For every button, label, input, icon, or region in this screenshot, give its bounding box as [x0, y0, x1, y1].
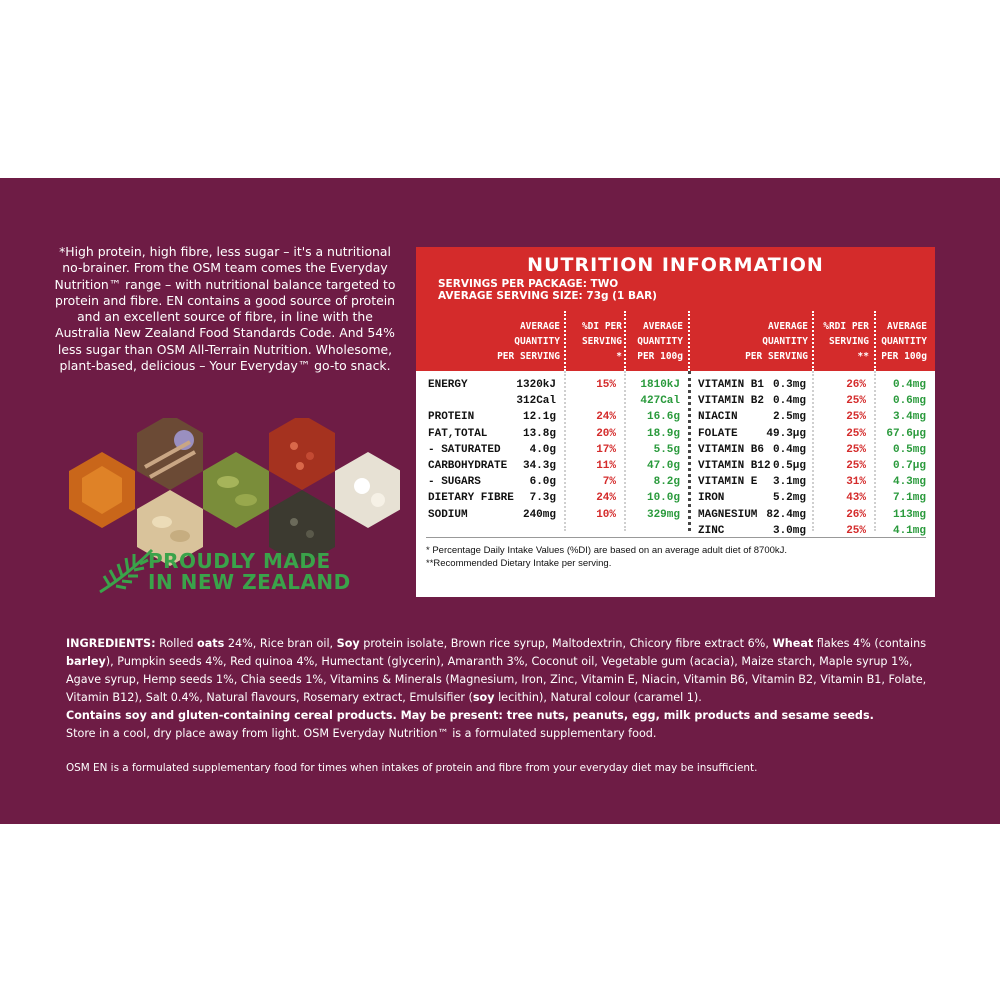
nutrient-serving: 12.1g: [522, 411, 556, 424]
nutrient-di: 24%: [596, 411, 616, 424]
servings-per-package: SERVINGS PER PACKAGE: TWO: [438, 278, 619, 290]
intro-text: *High protein, high fibre, less sugar – it's a nutritional no-brainer. From the OSM team comes the Everyday Nutrition™ range – with nutritional balance targeted to protein and fibre. EN contains a good source of protein and an excellent source of fibre, in line with the Australia New Zealand Food Standards Code. And 54% less sugar than OSM All-Terrain Nutrition. Wholesome, plant-based, delicious – Your Everyday™ go-to snack.: [54, 244, 396, 374]
package-panel: [0, 178, 1000, 824]
nutrient-rdi: 31%: [846, 476, 866, 489]
nutrient-per-100g: 8.2g: [653, 476, 680, 489]
nutrient-serving: 3.1mg: [772, 476, 806, 489]
nutrient-per-100g: 4.3mg: [892, 476, 926, 489]
nip-serving-info: [438, 278, 657, 302]
nutrient-serving: 34.3g: [522, 460, 556, 472]
nutrient-rdi: 25%: [846, 524, 866, 537]
honey-hexagon: [69, 452, 135, 528]
nutrient-serving: 7.3g: [529, 492, 556, 505]
nutrient-name: DIETARY FIBRE: [428, 492, 514, 505]
nip-footnotes: [426, 537, 926, 570]
nutrient-name: SODIUM: [428, 508, 468, 521]
footnote-rdi: **Recommended Dietary Intake per serving.: [426, 558, 612, 569]
nip-column-headers: [416, 311, 935, 371]
fern-icon: [96, 546, 156, 596]
nutrient-name: VITAMIN B1: [698, 379, 765, 391]
nutrient-serving: 0.3mg: [772, 379, 806, 391]
coconut-hexagon: [335, 452, 400, 528]
nutrient-name: IRON: [698, 492, 725, 505]
nutrient-rdi: 25%: [846, 427, 866, 440]
nutrient-name: VITAMIN E: [698, 476, 758, 489]
nutrient-di: 24%: [596, 492, 616, 505]
nutrient-di: 11%: [596, 460, 616, 472]
nutrient-name: - SUGARS: [428, 476, 481, 489]
nutrient-per-100g: 7.1mg: [892, 492, 926, 505]
nutrient-rdi: 25%: [846, 411, 866, 424]
nutrient-serving: 240mg: [522, 508, 556, 521]
nutrient-rdi: 25%: [846, 443, 866, 456]
nutrient-serving: 4.0g: [529, 443, 556, 456]
nutrient-per-100g: 113mg: [892, 508, 926, 521]
nutrient-name: VITAMIN B12: [698, 460, 771, 472]
nutrient-serving: 1320kJ: [516, 379, 556, 391]
made-in-nz-badge: [96, 546, 376, 596]
nutrient-per-100g: 1810kJ: [640, 379, 680, 391]
col-avg-serving: AVERAGE QUANTITY PER SERVING: [497, 321, 560, 362]
nip-title: NUTRITION INFORMATION: [527, 254, 824, 276]
col-avg-100g-2: AVERAGE QUANTITY PER 100g: [881, 321, 927, 362]
nutrient-rdi: 43%: [846, 492, 866, 505]
nutrient-serving: 0.5µg: [772, 460, 806, 472]
nutrient-per-100g: 4.1mg: [892, 524, 926, 537]
nutrient-per-100g: 16.6g: [646, 411, 680, 424]
nutrient-name: VITAMIN B6: [698, 443, 765, 456]
nutrient-per-100g: 329mg: [646, 508, 680, 521]
nutrient-per-100g: 47.0g: [646, 460, 680, 472]
nutrient-serving: 13.8g: [522, 427, 556, 440]
nutrient-per-100g: 5.5g: [653, 443, 680, 456]
nip-header: [416, 247, 935, 311]
nutrient-serving: 82.4mg: [766, 508, 806, 521]
nutrient-serving: 0.4mg: [772, 443, 806, 456]
nutrient-name: NIACIN: [698, 411, 738, 424]
nutrient-per-100g: 18.9g: [646, 427, 680, 440]
ingredients-list: INGREDIENTS: Rolled oats 24%, Rice bran oil, Soy protein isolate, Brown rice syrup, Maltodextrin, Chicory fibre extract 6%, Wheat flakes 4% (contains barley), Pumpkin seeds 4%, Red quinoa 4%, Humectant (glycerin), Amaranth 3%, Coconut oil, Vegetable gum (acacia), Maize starch, Maple syrup 1%, Agave syrup, Hemp seeds 1%, Chia seeds 1%, Vitamins & Minerals (Magnesium, Iron, Zinc, Vitamin E, Niacin, Vitamin B6, Vitamin B2, Vitamin B1, Folate, Vitamin B12), Salt 0.4%, Natural flavours, Rosemary extract, Emulsifier (soy lecithin), Natural colour (caramel 1).: [66, 637, 927, 704]
nutrient-per-100g: 0.4mg: [892, 379, 926, 391]
nutrient-name: MAGNESIUM: [698, 508, 758, 521]
nutrient-per-100g: 0.6mg: [892, 395, 926, 408]
col-avg-serving-2: AVERAGE QUANTITY PER SERVING: [745, 321, 808, 362]
nutrient-rdi: 25%: [846, 395, 866, 408]
nutrient-per-100g: 10.0g: [646, 492, 680, 505]
nutrition-information-panel: [416, 247, 935, 597]
nutrient-name: VITAMIN B2: [698, 395, 765, 408]
nutrient-per-100g: 67.6µg: [886, 427, 926, 440]
nutrient-di: 17%: [596, 443, 616, 456]
nutrient-di: 15%: [596, 379, 616, 391]
nutrient-serving: 0.4mg: [772, 395, 806, 408]
badge-line-2: IN NEW ZEALAND: [148, 570, 351, 594]
footer-note: OSM EN is a formulated supplementary food for times when intakes of protein and fibre from your everyday diet may be insufficient.: [66, 762, 758, 774]
nutrient-name: FAT,TOTAL: [428, 427, 488, 440]
nutrient-name: CARBOHYDRATE: [428, 460, 508, 472]
nutrient-di: 20%: [596, 427, 616, 440]
nutrient-serving: 6.0g: [529, 476, 556, 489]
footnote-di: * Percentage Daily Intake Values (%DI) are based on an average adult diet of 8700kJ.: [426, 545, 788, 556]
nutrient-di: 10%: [596, 508, 616, 521]
red-quinoa-hexagon: [269, 418, 335, 490]
nutrient-di: 7%: [602, 476, 616, 489]
nutrient-name: - SATURATED: [428, 443, 501, 456]
nutrient-serving: 49.3µg: [766, 427, 806, 440]
nutrient-serving: 3.0mg: [772, 524, 806, 537]
nutrient-rdi: 26%: [846, 379, 866, 391]
nutrient-name: FOLATE: [698, 427, 738, 440]
nutrient-per-100g: 0.5mg: [892, 443, 926, 456]
nutrient-per-100g: 0.7µg: [892, 460, 926, 472]
allergen-statement: Contains soy and gluten-containing cereal products. May be present: tree nuts, peanuts, egg, milk products and sesame seeds.: [66, 709, 874, 722]
nutrient-name: ZINC: [698, 524, 725, 537]
nutrient-serving: 312Cal: [516, 395, 556, 408]
storage-statement: Store in a cool, dry place away from light. OSM Everyday Nutrition™ is a formulated supplementary food.: [66, 727, 657, 740]
nutrient-name: ENERGY: [428, 379, 468, 391]
serving-size: AVERAGE SERVING SIZE: 73g (1 BAR): [438, 290, 657, 302]
nutrient-name: PROTEIN: [428, 411, 475, 424]
nutrient-rdi: 26%: [846, 508, 866, 521]
badge-line-1: PROUDLY MADE: [148, 549, 331, 573]
nutrient-per-100g: 427Cal: [640, 395, 680, 408]
col-avg-100g: AVERAGE QUANTITY PER 100g: [637, 321, 683, 362]
roots-hexagon: [137, 418, 203, 490]
ingredients-block: [66, 635, 946, 743]
nutrient-serving: 2.5mg: [772, 411, 806, 424]
pumpkin-seeds-hexagon: [203, 452, 269, 528]
col-di-serving: %DI PER SERVING *: [581, 321, 622, 362]
nutrient-per-100g: 3.4mg: [892, 411, 926, 424]
nutrient-serving: 5.2mg: [772, 492, 806, 505]
col-rdi-serving: %RDI PER SERVING **: [823, 321, 869, 362]
nutrient-rdi: 25%: [846, 460, 866, 472]
